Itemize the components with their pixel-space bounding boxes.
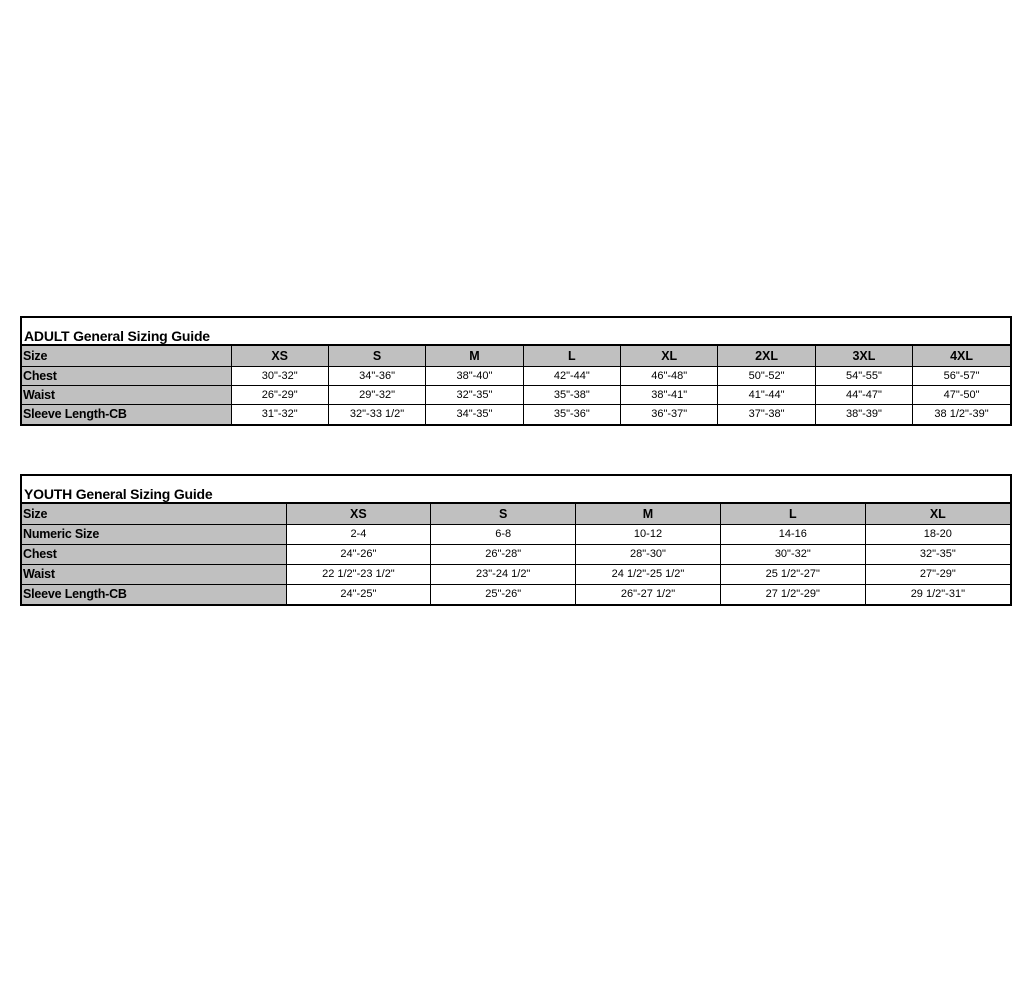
row-label: Sleeve Length-CB: [22, 584, 286, 604]
table-cell: 44"-47": [815, 385, 912, 404]
row-label: Waist: [22, 564, 286, 584]
size-header-cell: XS: [231, 346, 328, 366]
table-cell: 32"-35": [865, 544, 1010, 564]
youth-size-table: [22, 504, 1010, 604]
table-header-row: [22, 346, 1010, 366]
table-cell: 41"-44": [718, 385, 815, 404]
table-cell: 56"-57": [913, 366, 1010, 385]
table-cell: 47"-50": [913, 385, 1010, 404]
table-cell: 30"-32": [720, 544, 865, 564]
size-header-cell: XL: [865, 504, 1010, 524]
row-label: Chest: [22, 544, 286, 564]
table-cell: 38"-41": [621, 385, 718, 404]
table-cell: 24"-26": [286, 544, 431, 564]
table-cell: 25"-26": [431, 584, 576, 604]
table-cell: 28"-30": [576, 544, 721, 564]
size-header-cell: M: [576, 504, 721, 524]
table-cell: 29 1/2"-31": [910, 588, 965, 601]
youth-guide-title: YOUTH General Sizing Guide: [22, 476, 1010, 504]
size-header-cell: L: [720, 504, 865, 524]
size-header-cell: S: [328, 346, 425, 366]
size-header-cell: S: [431, 504, 576, 524]
size-header-label: Size: [22, 504, 286, 524]
size-header-label: Size: [22, 346, 231, 366]
size-header-cell: XL: [621, 346, 718, 366]
table-cell: 26"-28": [431, 544, 576, 564]
row-label: Chest: [22, 366, 231, 385]
table-cell: 10-12: [576, 524, 721, 544]
table-cell: 32"-35": [426, 385, 523, 404]
table-row: [22, 405, 1010, 424]
table-cell: 38"-39": [815, 405, 912, 424]
youth-sizing-guide: [20, 474, 1012, 606]
table-cell: 24 1/2"-25 1/2": [576, 564, 721, 584]
size-header-cell: 4XL: [913, 346, 1010, 366]
table-cell: 24"-25": [286, 584, 431, 604]
table-cell: 35"-38": [523, 385, 620, 404]
table-row: [22, 564, 1010, 584]
table-cell: 50"-52": [718, 366, 815, 385]
size-header-cell: M: [426, 346, 523, 366]
size-header-cell: XS: [286, 504, 431, 524]
table-cell: 37"-38": [718, 405, 815, 424]
size-header-cell: 2XL: [718, 346, 815, 366]
table-cell: 18-20: [865, 524, 1010, 544]
table-row: [22, 544, 1010, 564]
table-cell: 38"-40": [426, 366, 523, 385]
table-cell: 31"-32": [231, 405, 328, 424]
table-cell: 42"-44": [523, 366, 620, 385]
table-header-row: [22, 504, 1010, 524]
table-cell: 6-8: [431, 524, 576, 544]
size-header-cell: L: [523, 346, 620, 366]
table-cell: 32"-33 1/2": [328, 405, 425, 424]
table-cell: 34"-35": [426, 405, 523, 424]
table-cell: 27"-29": [865, 564, 1010, 584]
table-row: [22, 385, 1010, 404]
table-cell: 26"-29": [231, 385, 328, 404]
table-cell: 25 1/2"-27": [720, 564, 865, 584]
table-cell: 27 1/2"-29": [720, 584, 865, 604]
table-cell: 38 1/2"-39": [934, 408, 989, 421]
table-cell: 54"-55": [815, 366, 912, 385]
table-cell: 35"-36": [523, 405, 620, 424]
table-cell: 29"-32": [328, 385, 425, 404]
size-header-cell: 3XL: [815, 346, 912, 366]
table-cell: 14-16: [720, 524, 865, 544]
row-label: Sleeve Length-CB: [22, 405, 231, 424]
table-row: [22, 366, 1010, 385]
table-cell: 46"-48": [621, 366, 718, 385]
row-label: Numeric Size: [22, 524, 286, 544]
adult-sizing-guide: [20, 316, 1012, 426]
table-cell: 34"-36": [328, 366, 425, 385]
table-cell: 26"-27 1/2": [576, 584, 721, 604]
table-row: [22, 524, 1010, 544]
table-cell: 30"-32": [231, 366, 328, 385]
table-cell: 23"-24 1/2": [431, 564, 576, 584]
table-cell: 36"-37": [621, 405, 718, 424]
table-cell: 2-4: [286, 524, 431, 544]
adult-size-table: [22, 346, 1010, 424]
table-cell: 22 1/2"-23 1/2": [286, 564, 431, 584]
row-label: Waist: [22, 385, 231, 404]
adult-guide-title: ADULT General Sizing Guide: [22, 318, 1010, 346]
table-row: [22, 584, 1010, 604]
